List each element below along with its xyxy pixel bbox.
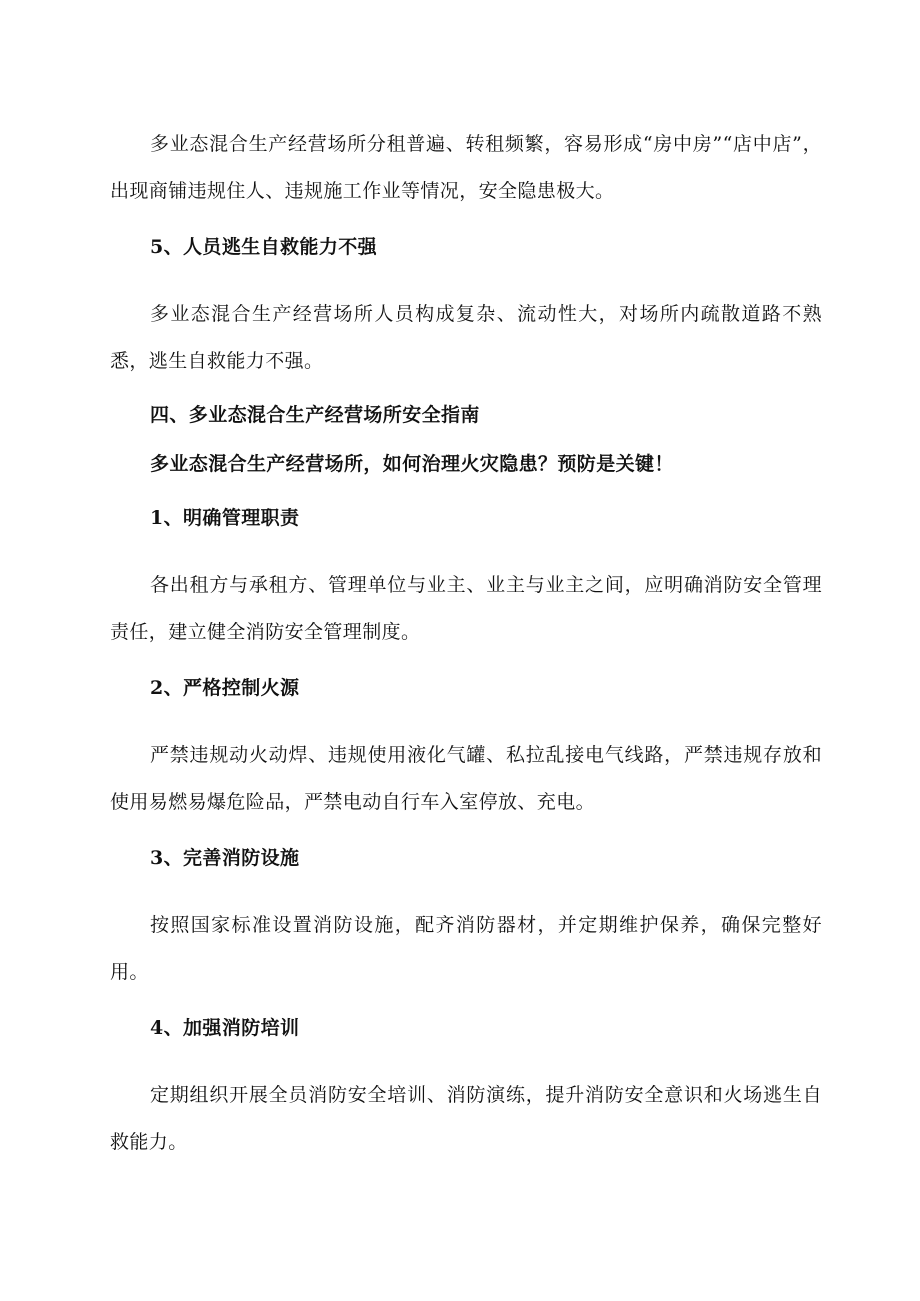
heading-fire-facilities: 3、完善消防设施	[150, 847, 300, 869]
heading-prevention-key: 多业态混合生产经营场所，如何治理火灾隐患？预防是关键！	[150, 453, 674, 475]
paragraph-rental-risk: 多业态混合生产经营场所分租普遍、转租频繁，容易形成“房中房”“店中店”，出现商铺违规住人、违规施工作业等情况，安全隐患极大。	[110, 133, 822, 202]
heading-management-duty: 1、明确管理职责	[150, 507, 300, 529]
heading-safety-guide: 四、多业态混合生产经营场所安全指南	[150, 404, 480, 426]
paragraph-management-duty: 各出租方与承租方、管理单位与业主、业主与业主之间，应明确消防安全管理责任，建立健全消防安全管理制度。	[110, 574, 822, 643]
paragraph-fire-facilities: 按照国家标准设置消防设施，配齐消防器材，并定期维护保养，确保完整好用。	[110, 914, 822, 983]
heading-escape-ability: 5、人员逃生自救能力不强	[150, 236, 378, 258]
paragraph-escape-ability: 多业态混合生产经营场所人员构成复杂、流动性大，对场所内疏散道路不熟悉，逃生自救能力不强。	[110, 303, 822, 372]
paragraph-fire-source: 严禁违规动火动焊、违规使用液化气罐、私拉乱接电气线路，严禁违规存放和使用易燃易爆危险品，严禁电动自行车入室停放、充电。	[110, 744, 822, 813]
heading-fire-training: 4、加强消防培训	[150, 1017, 300, 1039]
paragraph-fire-training: 定期组织开展全员消防安全培训、消防演练，提升消防安全意识和火场逃生自救能力。	[110, 1084, 822, 1153]
heading-fire-source: 2、严格控制火源	[150, 677, 300, 699]
